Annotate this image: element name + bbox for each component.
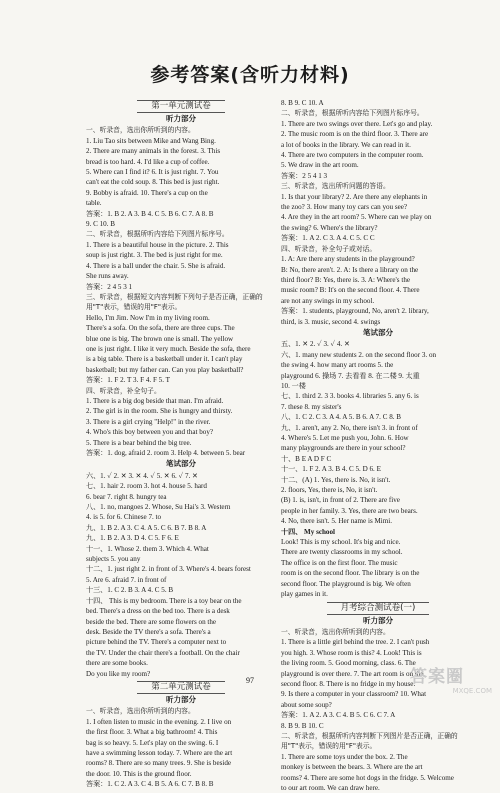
answer-line: the TV. Under the chair there's a football. On the chair: [86, 648, 240, 657]
answer-line: 6. bear 7. right 8. hungry tea: [86, 492, 167, 501]
answer-line: can't eat the cold soup. 8. This bed is just right.: [86, 178, 220, 187]
part-heading: 听力部分: [166, 694, 196, 704]
answer-line: 答案：1. B 2. A 3. B 4. C 5. B 6. C 7. A 8. B: [86, 209, 214, 218]
section-instruction: 四、听录音，补全句子或对话。: [281, 244, 377, 253]
page-title: 参考答案(含听力材料): [150, 64, 350, 86]
answer-line: 十四、 My school: [281, 527, 335, 536]
unit-heading-text: 月考综合测试卷(一): [327, 602, 430, 615]
answer-line: 1. There is a little girl behind the tree. 2. I can't push: [281, 638, 430, 647]
answer-line: 5. There is a bear behind the big tree.: [86, 438, 192, 447]
answer-line: 5. We draw in the art room.: [281, 161, 359, 170]
answer-line: to our art room. We can draw here.: [281, 784, 380, 792]
answer-line: the door. 10. This is the ground floor.: [86, 769, 192, 778]
section-instruction: 二、听录音，根据所听内容给下列图片标序号。: [281, 109, 424, 118]
answer-line: the first floor. 3. What a big bathroom! 4. This: [86, 728, 218, 737]
answer-line: subjects 5. you any: [86, 555, 141, 564]
answer-line: soup is just right. 3. The bed is just right for me.: [86, 251, 223, 260]
part-heading: 听力部分: [166, 114, 196, 123]
answer-line: 1. There is a big dog beside that man. I'm afraid.: [86, 396, 224, 405]
watermark-main: 答案圈: [410, 667, 464, 687]
answer-line: 4. is 5. for 6. Chinese 7. to: [86, 513, 162, 522]
part-heading: 笔试部分: [363, 327, 393, 337]
answer-line: 八、1. no, mangoes 2. Whose, Su Hai's 3. Western: [86, 503, 231, 512]
answer-line: 六、1. ✓ 2. ✕ 3. ✕ 4. ✓ 5. ✕ 6. ✓ 7. ✕: [86, 471, 198, 480]
answer-line: 九、1. B 2. A 3. D 4. C 5. F 6. E: [86, 534, 179, 543]
answer-line: The office is on the first floor. The music: [281, 558, 398, 567]
answer-line: 4. Who's this boy between you and that boy?: [86, 428, 214, 437]
answer-line: 六、1. many new students 2. on the second floor 3. on: [281, 350, 437, 359]
answer-line: 十一、1. Whose 2. them 3. Which 4. What: [86, 544, 209, 553]
answer-line: Look! This is my school. It's big and nice.: [281, 538, 401, 547]
answer-line: 9. Is there a computer in your classroom? 10. What: [281, 690, 427, 699]
section-instruction: 用"T"表示，错误的用"F"表示。: [281, 742, 377, 751]
answer-line: 1. A: Are there any students in the playground?: [281, 255, 415, 264]
answer-line: 1. I often listen to music in the evening. 2. I live on: [86, 717, 232, 726]
answer-line: 九、1. aren't, any 2. No, there isn't 3. in front of: [281, 423, 418, 432]
answer-line: 答案：1. A 2. A 3. C 4. B 5. C 6. C 7. A: [281, 711, 396, 720]
unit-heading: [86, 100, 276, 113]
answer-line: Do you like my room?: [86, 669, 151, 678]
answer-line: 10. 一楼: [281, 381, 306, 390]
answer-line: 1. Is that your library? 2. Are there any elephants in: [281, 192, 428, 201]
answer-line: have a swimming lesson today. 7. Where are the art: [86, 748, 233, 757]
answer-line: 答案：1. students, playground, No, aren't 2. library,: [281, 307, 429, 316]
section-instruction: 一、听录音，选出你所听到的内容。: [86, 126, 195, 135]
answer-line: you high. 3. Whose room is this? 4. Look! This is: [281, 648, 422, 657]
section-instruction: 用"T"表示，错误的用"F"表示。: [86, 303, 182, 312]
answer-line: 答案：1. dog, afraid 2. room 3. Help 4. between 5. bear: [86, 449, 246, 457]
answer-line: bag is so heavy. 5. Let's play on the swing. 6. I: [86, 738, 219, 747]
answer-line: 2. floors, Yes, there is, No, it isn't.: [281, 486, 378, 495]
answer-line: bread is too hard. 4. I'd like a cup of coffee.: [86, 157, 210, 166]
answer-line: music room? B: It's on the second floor. 4. There: [281, 286, 420, 295]
unit-heading: [281, 602, 475, 615]
watermark-logo: [410, 662, 492, 694]
answer-line: 2. The girl is in the room. She is hungry and thirsty.: [86, 407, 233, 416]
unit-heading-text: 第一单元测试卷: [137, 100, 225, 113]
section-instruction: 一、听录音，选出你所听到的内容。: [86, 707, 195, 716]
answer-line: B: No, there aren't. 2. A: Is there a library on the: [281, 265, 419, 274]
answer-line: 十二、1. just right 2. in front of 3. Where's 4. bears forest: [86, 565, 251, 574]
answer-line: There are twenty classrooms in my school.: [281, 548, 403, 557]
answer-line: 答案：2 5 4 1 3: [281, 171, 328, 180]
answer-line: playground 6. 操场 7. 去看看 8. 在二楼 9. 太重: [281, 371, 420, 380]
answer-line: 七、1. hair 2. room 3. hot 4. house 5. hard: [86, 482, 207, 491]
section-instruction: 二、听录音，根据所听内容判断下列图片是否正确，正确的: [281, 731, 458, 740]
answer-line: bed. There's a dress on the bed too. There is a desk: [86, 607, 230, 616]
section-instruction: 一、听录音，选出你所听到的内容。: [281, 627, 390, 636]
answer-line: 8. B 9. C 10. A: [281, 99, 324, 107]
section-instruction: 三、听录音，选出所听问题的答语。: [281, 182, 390, 191]
answer-line: desk. Beside the TV there's a sofa. There's a: [86, 627, 211, 636]
answer-line: 1. Liu Tao sits between Mike and Wang Bing.: [86, 136, 216, 145]
answer-line: the zoo? 3. How many toy cars can you see?: [281, 203, 408, 212]
answer-line: many playgrounds are there in your school?: [281, 444, 406, 453]
answer-line: the swing? 6. Where's the library?: [281, 223, 378, 232]
answer-line: third, is 3. music, second 4. swings: [281, 317, 381, 326]
answer-line: 2. There are many animals in the forest. 3. This: [86, 147, 221, 156]
answer-line: 5. Are 6. afraid 7. in front of: [86, 575, 167, 584]
answer-line: blue one is big. The brown one is small. The yellow: [86, 334, 234, 343]
answer-line: 1. There is a beautiful house in the picture. 2. This: [86, 240, 229, 249]
answer-line: second floor. The playground is big. We often: [281, 579, 411, 588]
answer-line: the swing 4. how many art rooms 5. the: [281, 361, 394, 370]
answer-line: 七、1. third 2. 3 3. books 4. libraries 5. any 6. is: [281, 392, 419, 401]
answer-line: table.: [86, 199, 102, 208]
section-instruction: 三、听录音，根据短文内容判断下列句子是否正确，正确的: [86, 292, 263, 301]
answer-line: 8. B 9. B 10. C: [281, 721, 324, 730]
answer-line: play games in it.: [281, 590, 328, 599]
answer-line: She runs away.: [86, 272, 129, 281]
answer-line: there are some books.: [86, 659, 148, 668]
answer-line: Hello, I'm Jim. Now I'm in my living room.: [86, 313, 210, 322]
answer-line: 答案：1. C 2. A 3. C 4. B 5. A 6. C 7. B 8. B: [86, 780, 214, 789]
answer-line: rooms? 8. There are so many trees. 9. She is beside: [86, 759, 232, 768]
section-instruction: 二、听录音，根据所听内容给下列图片标序号。: [86, 230, 229, 239]
answer-line: 9. Bobby is afraid. 10. There's a cup on the: [86, 188, 208, 197]
answer-line: (B) 1. is, isn't, in front of 2. There are five: [281, 496, 400, 505]
answer-line: 十、B E A D F C: [281, 454, 332, 463]
part-heading: 笔试部分: [166, 459, 196, 469]
answer-line: 十四、 This is my bedroom. There is a toy bear on the: [86, 596, 242, 605]
section-instruction: 四、听录音，补全句子。: [86, 386, 161, 395]
answer-line: 答案：2 4 5 3 1: [86, 282, 133, 291]
left-column: [86, 98, 276, 790]
answer-line: 4. There is a ball under the chair. 5. She is afraid.: [86, 261, 226, 270]
answer-line: 答案：1. A 2. C 3. A 4. C 5. C C: [281, 234, 375, 243]
part-heading: 听力部分: [363, 615, 393, 625]
answer-line: second floor. 8. There is no fridge in my house.: [281, 679, 416, 688]
answer-line: 答案：1. F 2. T 3. F 4. F 5. T: [86, 376, 170, 385]
answer-line: 7. these 8. my sister's: [281, 402, 342, 411]
answer-line: the living room. 5. Good morning, class. 6. The: [281, 659, 416, 668]
answer-line: people in her family. 3. Yes, there are two bears.: [281, 506, 418, 515]
answer-line: 4. Are they in the art room? 5. Where can we play on: [281, 213, 432, 222]
answer-line: 八、1. C 2. C 3. A 4. A 5. B 6. A 7. C 8. B: [281, 413, 402, 422]
answer-line: 2. The music room is on the third floor. 3. There are: [281, 130, 429, 139]
unit-heading-text: 第二单元测试卷: [137, 681, 225, 694]
answer-line: one is just right. I like it very much. Beside the sofa, there: [86, 344, 251, 353]
answer-line: beside the bed. There are some flowers on the: [86, 617, 217, 626]
answer-line: a lot of books in the library. We can read in it.: [281, 140, 411, 149]
answer-line: monkey is between the bears. 3. Where are the art: [281, 763, 423, 772]
answer-line: about some soup?: [281, 700, 332, 709]
answer-line: 十二、(A) 1. Yes, there is. No, it isn't.: [281, 475, 391, 484]
answer-line: basketball; but my father can. Can you play basketball?: [86, 365, 244, 374]
answer-line: 4. There are two computers in the computer room.: [281, 151, 424, 160]
answer-line: 五、1. ✕ 2. ✓ 3. ✓ 4. ✕: [281, 340, 350, 349]
answer-line: room is on the second floor. The library is on the: [281, 569, 420, 578]
answer-line: rooms? 4. There are some hot dogs in the fridge. 5. Welcome: [281, 773, 454, 782]
answer-line: 1. There are some toys under the box. 2. The: [281, 752, 408, 761]
answer-line: 3. There is a girl crying "Help!" in the river.: [86, 417, 211, 426]
answer-line: are not any swings in my school.: [281, 296, 375, 305]
answer-line: 十一、1. F 2. A 3. B 4. C 5. D 6. E: [281, 465, 381, 474]
answer-line: 4. No, there isn't. 5. Her name is Mimi.: [281, 517, 393, 526]
answer-line: 1. There are two swings over there. Let's go and play.: [281, 119, 433, 128]
answer-line: playground is over there. 7. The art room is on the: [281, 669, 424, 678]
watermark-sub: MXQE.COM: [452, 687, 492, 695]
answer-line: 十三、1. C 2. B 3. A 4. C 5. B: [86, 586, 174, 595]
answer-line: 九、1. B 2. A 3. C 4. A 5. C 6. B 7. B 8. A: [86, 523, 207, 532]
answer-line: picture behind the TV. There's a computer next to: [86, 638, 227, 647]
answer-line: 5. Where can I find it? 6. It is just right. 7. You: [86, 168, 219, 177]
page-number: 97: [246, 676, 254, 685]
answer-line: is a big table. There is a basketball under it. I can't play: [86, 355, 243, 364]
answer-line: third floor? B: Yes, there is. 3. A: Where's the: [281, 275, 411, 284]
answer-line: 4. Where's 5. Let me push you, John. 6. How: [281, 434, 409, 442]
answer-line: There's a sofa. On the sofa, there are three cups. The: [86, 324, 235, 333]
answer-line: 9. C 10. B: [86, 220, 115, 229]
